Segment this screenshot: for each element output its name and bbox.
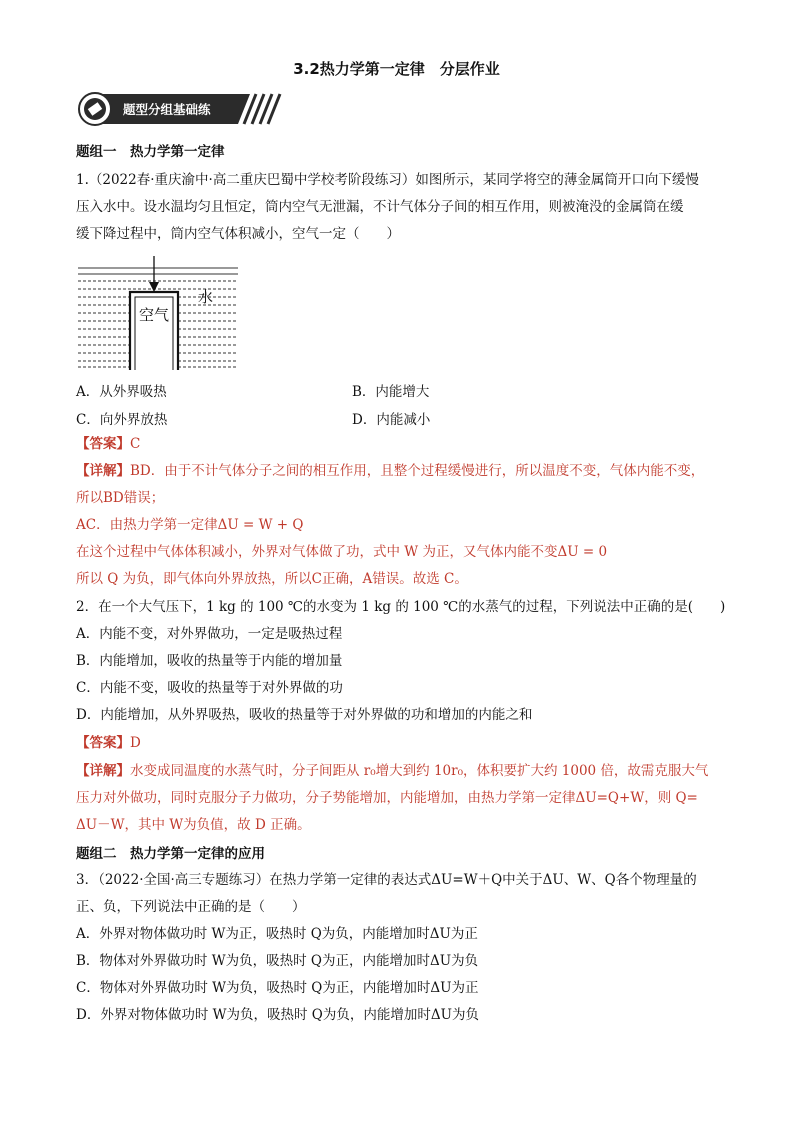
q1-detail-line: AC．由热力学第一定律ΔU = W + Q bbox=[76, 517, 304, 533]
q1-option-a: A．从外界吸热 bbox=[76, 384, 167, 400]
q3-option-c: C．物体对外界做功时 W为负，吸热时 Q为正，内能增加时ΔU为正 bbox=[76, 980, 479, 996]
q3-option-d: D．外界对物体做功时 W为负，吸热时 Q为负，内能增加时ΔU为负 bbox=[76, 1007, 479, 1023]
q1-stem-line: 压入水中。设水温均匀且恒定，筒内空气无泄漏，不计气体分子间的相互作用，则被淹没的金属筒在缓 bbox=[76, 199, 684, 215]
q2-detail-line: 压力对外做功，同时克服分子力做功，分子势能增加，内能增加，由热力学第一定律ΔU=Q+W，则 Q= bbox=[76, 790, 698, 806]
detail-text: 水变成同温度的水蒸气时，分子间距从 r₀增大到约 10r₀，体积要扩大约 1000 倍，故需克服大气 bbox=[130, 763, 709, 779]
q1-option-b: B．内能增大 bbox=[352, 384, 430, 400]
air-label: 空气 bbox=[139, 306, 170, 324]
q1-diagram bbox=[78, 254, 243, 372]
q1-detail-line: 所以BD错误； bbox=[76, 490, 165, 506]
detail-label: 【详解】 bbox=[76, 463, 130, 479]
answer-value: C bbox=[130, 436, 141, 452]
q2-detail-line: ΔU－W，其中 W为负值，故 D 正确。 bbox=[76, 817, 311, 833]
q1-answer bbox=[76, 435, 140, 453]
banner-label: 题型分组基础练 bbox=[123, 102, 211, 117]
section-banner bbox=[78, 92, 288, 126]
answer-label: 【答案】 bbox=[76, 735, 130, 751]
q2-option-d: D．内能增加，从外界吸热，吸收的热量等于对外界做的功和增加的内能之和 bbox=[76, 707, 533, 723]
detail-text: BD．由于不计气体分子之间的相互作用，且整个过程缓慢进行，所以温度不变，气体内能不变， bbox=[130, 463, 705, 479]
q2-option-b: B．内能增加，吸收的热量等于内能的增加量 bbox=[76, 653, 343, 669]
q1-option-c: C．向外界放热 bbox=[76, 412, 168, 428]
q3-option-b: B．物体对外界做功时 W为负，吸热时 Q为正，内能增加时ΔU为负 bbox=[76, 953, 479, 969]
q2-option-c: C．内能不变，吸收的热量等于对外界做的功 bbox=[76, 680, 343, 696]
detail-label: 【详解】 bbox=[76, 763, 130, 779]
answer-label: 【答案】 bbox=[76, 436, 130, 452]
q1-stem-line: 1.（2022春·重庆渝中·高二重庆巴蜀中学校考阶段练习）如图所示，某同学将空的薄金属筒开口向下缓慢 bbox=[76, 172, 699, 188]
q1-option-d: D．内能减小 bbox=[352, 412, 431, 428]
q1-detail-line: 所以 Q 为负，即气体向外界放热，所以C正确，A错误。故选 C。 bbox=[76, 571, 468, 587]
group2-title: 题组二 热力学第一定律的应用 bbox=[76, 846, 265, 862]
answer-value: D bbox=[130, 735, 141, 751]
q2-detail-line bbox=[76, 762, 708, 780]
q1-detail-line: 在这个过程中气体体积减小，外界对气体做了功，式中 W 为正，又气体内能不变ΔU = 0 bbox=[76, 544, 608, 560]
q1-detail-line bbox=[76, 462, 704, 480]
q3-stem-line: 正、负，下列说法中正确的是（ ） bbox=[76, 899, 306, 915]
q2-answer bbox=[76, 734, 141, 752]
page-title: 3.2热力学第一定律 分层作业 bbox=[293, 60, 500, 78]
water-label: 水 bbox=[198, 288, 214, 306]
metal-cylinder bbox=[130, 292, 178, 370]
q2-stem: 2．在一个大气压下，1 kg 的 100 ℃的水变为 1 kg 的 100 ℃的水蒸气的过程，下列说法中正确的是( ) bbox=[76, 599, 726, 615]
q1-stem-line: 缓下降过程中，筒内空气体积减小，空气一定（ ） bbox=[76, 226, 400, 242]
q2-option-a: A．内能不变，对外界做功，一定是吸热过程 bbox=[76, 626, 343, 642]
q3-stem-line: 3．（2022·全国·高三专题练习）在热力学第一定律的表达式ΔU=W＋Q中关于ΔU、W、Q各个物理量的 bbox=[76, 872, 697, 888]
q3-option-a: A．外界对物体做功时 W为正，吸热时 Q为负，内能增加时ΔU为正 bbox=[76, 926, 478, 942]
group1-title: 题组一 热力学第一定律 bbox=[76, 144, 225, 160]
